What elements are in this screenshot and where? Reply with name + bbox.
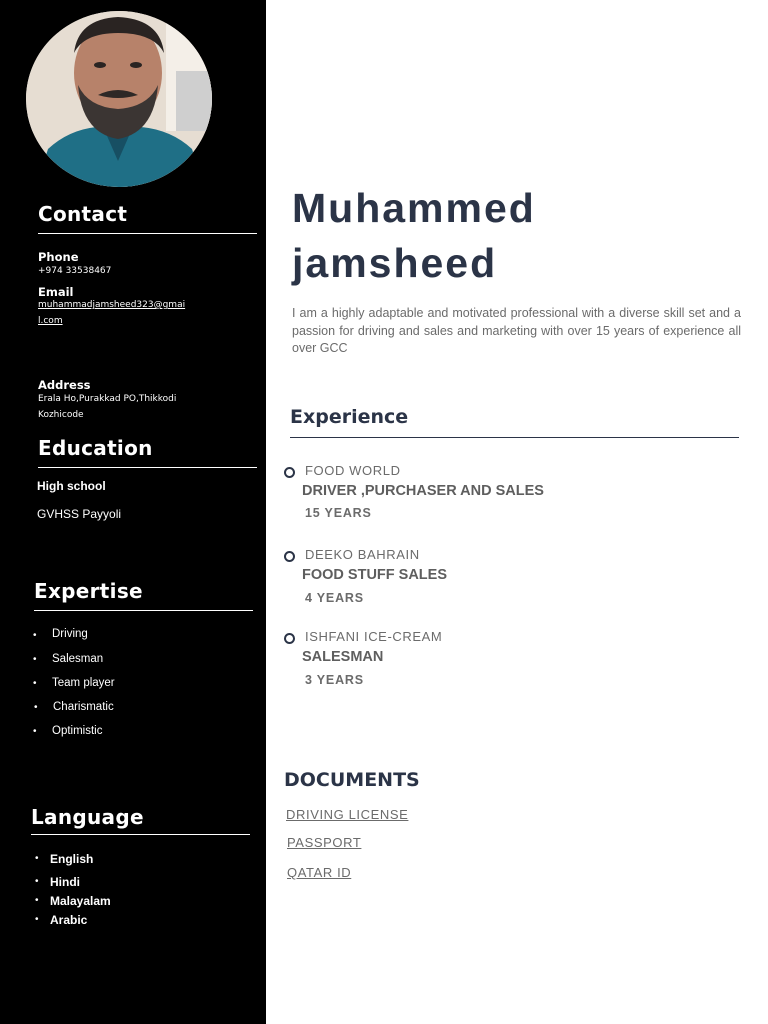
experience-role: SALESMAN <box>302 649 384 665</box>
bullet-icon: • <box>35 914 39 925</box>
documents-heading: DOCUMENTS <box>284 769 420 791</box>
language-item: Arabic <box>50 913 88 927</box>
expertise-item: Team player <box>52 677 115 689</box>
phone-value: +974 33538467 <box>38 266 112 276</box>
phone-label: Phone <box>38 250 79 264</box>
experience-company: ISHFANI ICE-CREAM <box>305 629 443 644</box>
education-school: GVHSS Payyoli <box>37 507 122 521</box>
bullet-icon: • <box>33 630 37 641</box>
language-item: English <box>50 852 94 866</box>
experience-role: DRIVER ,PURCHASER AND SALES <box>302 483 544 499</box>
email-label: Email <box>38 285 74 299</box>
name-last: jamsheed <box>292 240 498 286</box>
experience-years: 4 YEARS <box>305 591 364 605</box>
contact-heading: Contact <box>38 202 128 226</box>
education-heading: Education <box>38 436 153 460</box>
education-divider <box>38 467 257 468</box>
expertise-item: Driving <box>52 628 88 640</box>
document-link-qatar-id[interactable]: QATAR ID <box>287 865 352 880</box>
experience-divider <box>290 437 739 438</box>
document-link-driving-license[interactable]: DRIVING LICENSE <box>286 807 409 822</box>
language-item: Hindi <box>50 875 80 889</box>
bullet-icon: • <box>33 654 37 665</box>
expertise-item: Charismatic <box>53 701 114 713</box>
profile-photo <box>26 11 212 187</box>
language-item: Malayalam <box>50 894 111 908</box>
bullet-icon: • <box>33 726 37 737</box>
expertise-heading: Expertise <box>34 579 143 603</box>
expertise-item: Salesman <box>52 653 104 665</box>
experience-heading: Experience <box>290 406 409 428</box>
education-level: High school <box>37 479 106 493</box>
timeline-circle-icon <box>284 633 295 644</box>
expertise-divider <box>34 610 253 611</box>
name-first: Muhammed <box>292 185 536 231</box>
bullet-icon: • <box>35 895 39 906</box>
email-link[interactable]: muhammadjamsheed323@gmail.com <box>38 300 186 326</box>
experience-role: FOOD STUFF SALES <box>302 567 447 583</box>
contact-divider <box>38 233 257 234</box>
summary-text: I am a highly adaptable and motivated professional with a diverse skill set and a passion for driving and sales and marketing with over 15 years of experience all over GCC <box>292 306 741 355</box>
timeline-circle-icon <box>284 551 295 562</box>
language-heading: Language <box>31 805 144 829</box>
language-divider <box>31 834 250 835</box>
experience-years: 15 YEARS <box>305 506 372 520</box>
address-line-2: Kozhicode <box>38 410 84 420</box>
experience-company: FOOD WORLD <box>305 463 401 478</box>
bullet-icon: • <box>35 853 39 864</box>
bullet-icon: • <box>35 876 39 887</box>
bullet-icon: • <box>34 702 38 713</box>
expertise-item: Optimistic <box>52 725 103 737</box>
address-label: Address <box>38 378 91 392</box>
experience-years: 3 YEARS <box>305 673 364 687</box>
experience-company: DEEKO BAHRAIN <box>305 547 420 562</box>
sidebar <box>0 0 266 1024</box>
address-line-1: Erala Ho,Purakkad PO,Thikkodi <box>38 394 177 404</box>
bullet-icon: • <box>33 678 37 689</box>
document-link-passport[interactable]: PASSPORT <box>287 835 362 850</box>
timeline-circle-icon <box>284 467 295 478</box>
